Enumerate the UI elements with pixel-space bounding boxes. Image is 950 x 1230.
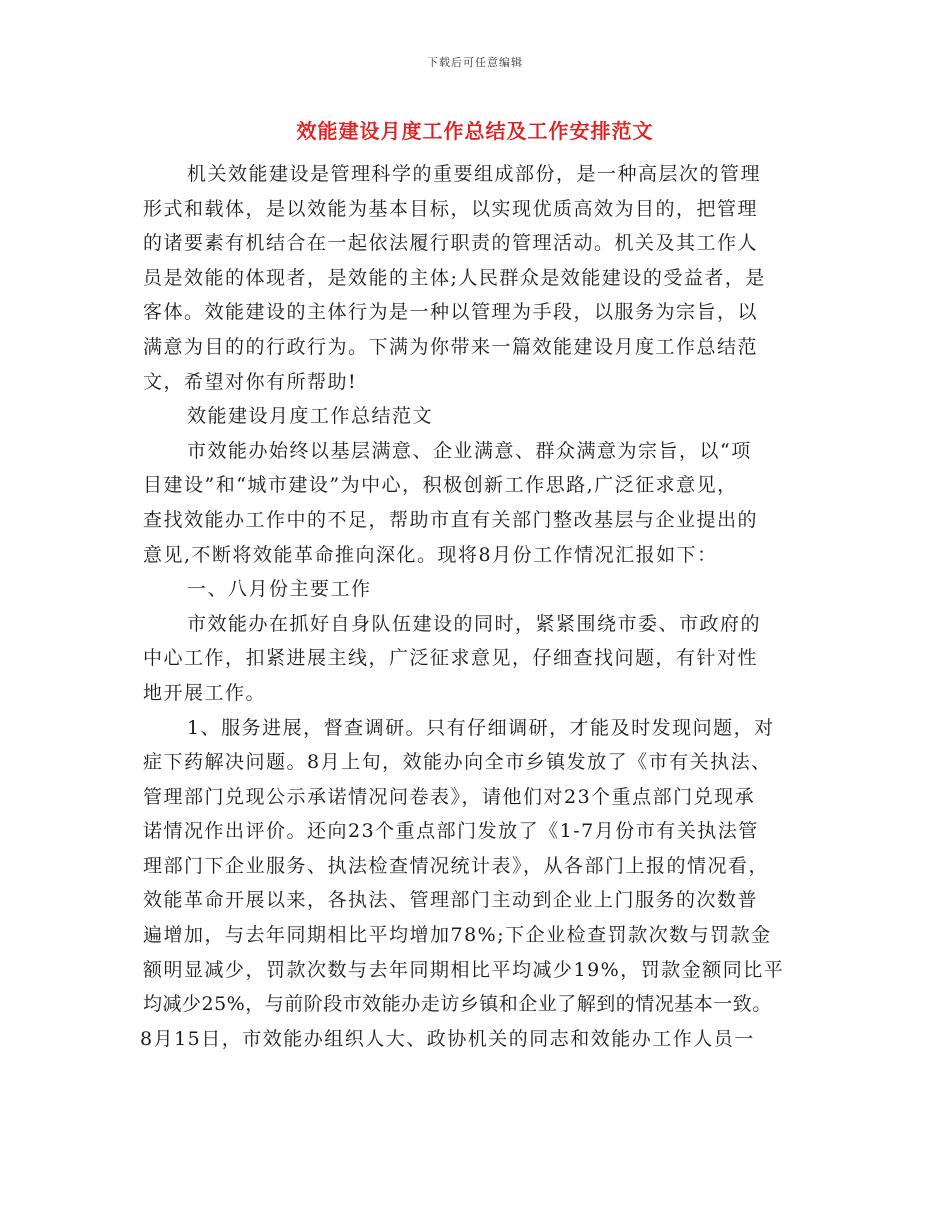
section-heading: 一、八月份主要工作: [187, 578, 372, 601]
paragraph-line: 理部门下企业服务、执法检查情况统计表》，从各部门上报的情况看，: [143, 854, 770, 877]
paragraph-line: 地开展工作。: [143, 681, 267, 704]
paragraph-line: 管理部门兑现公示承诺情况问卷表》，请他们对23个重点部门兑现承: [143, 785, 756, 808]
paragraph-line: 文，希望对你有所帮助!: [143, 370, 358, 393]
paragraph-line: 效能革命开展以来，各执法、管理部门主动到企业上门服务的次数普: [143, 889, 759, 912]
paragraph-line: 市效能办始终以基层满意、企业满意、群众满意为宗旨，以“项: [187, 439, 752, 462]
paragraph-line: 员是效能的体现者，是效能的主体;人民群众是效能建设的受益者，是: [143, 266, 766, 289]
document-title: 效能建设月度工作总结及工作安排范文: [296, 119, 654, 143]
paragraph-line: 诺情况作出评价。还向23个重点部门发放了《1-7月份市有关执法管: [143, 820, 759, 843]
paragraph-line: 遍增加，与去年同期相比平均增加78%;下企业检查罚款次数与罚款金: [143, 924, 772, 947]
paragraph-line: 8月15日，市效能办组织人大、政协机关的同志和效能办工作人员一: [140, 1027, 755, 1050]
paragraph-line: 意见,不断将效能革命推向深化。现将8月份工作情况汇报如下：: [143, 543, 718, 566]
paragraph-line: 额明显减少，罚款次数与去年同期相比平均减少19%，罚款金额同比平: [143, 958, 785, 981]
paragraph-line: 1、服务进展，督查调研。只有仔细调研，才能及时发现问题，对: [187, 716, 775, 739]
paragraph-line: 客体。效能建设的主体行为是一种以管理为手段，以服务为宗旨，以: [143, 301, 759, 324]
paragraph-line: 中心工作，扣紧进展主线，广泛征求意见，仔细查找问题，有针对性: [143, 647, 759, 670]
paragraph-line: 均减少25%，与前阶段市效能办走访乡镇和企业了解到的情况基本一致。: [143, 993, 772, 1016]
paragraph-line: 症下药解决问题。8月上旬，效能办向全市乡镇发放了《市有关执法、: [143, 751, 772, 774]
header-note: 下载后可任意编辑: [427, 56, 523, 69]
paragraph-line: 机关效能建设是管理科学的重要组成部份，是一种高层次的管理: [187, 163, 762, 185]
document-body: [140, 157, 833, 1056]
section-heading: 效能建设月度工作总结范文: [187, 405, 434, 428]
paragraph-line: 满意为目的的行政行为。下满为你带来一篇效能建设月度工作总结范: [143, 335, 759, 358]
paragraph-line: 查找效能办工作中的不足，帮助市直有关部门整改基层与企业提出的: [143, 508, 759, 531]
paragraph-line: 形式和载体，是以效能为基本目标，以实现优质高效为目的，把管理: [143, 197, 759, 220]
paragraph-line: 的诸要素有机结合在一起依法履行职责的管理活动。机关及其工作人: [143, 232, 759, 255]
paragraph-line: 目建设”和“城市建设”为中心，积极创新工作思路,广泛征求意见，: [143, 474, 738, 497]
paragraph-line: 市效能办在抓好自身队伍建设的同时，紧紧围绕市委、市政府的: [187, 612, 762, 635]
